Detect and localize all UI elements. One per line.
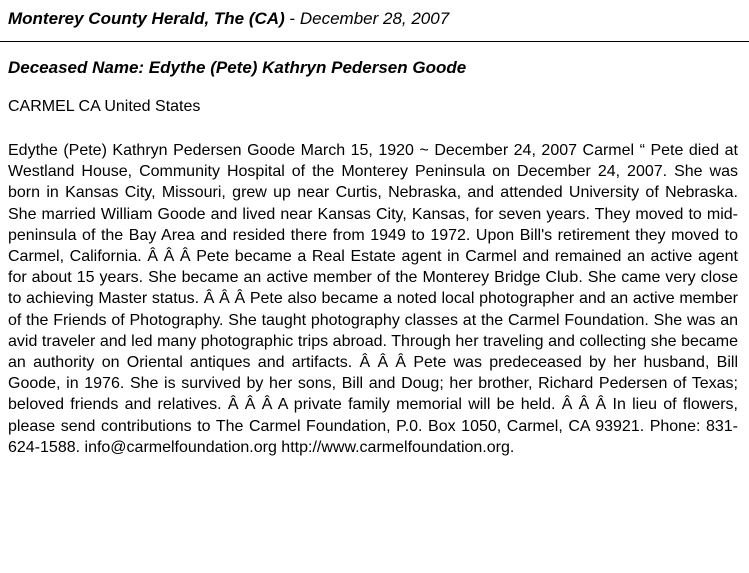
header-separator: - (284, 9, 300, 28)
deceased-location: CARMEL CA United States (8, 98, 201, 115)
deceased-name-heading: Deceased Name: Edythe (Pete) Kathryn Pedersen Goode (8, 58, 467, 77)
obituary-body: Edythe (Pete) Kathryn Pedersen Goode March 15, 1920 ~ December 24, 2007 Carmel “ Pete died at Westland House, Community Hospital of the Monterey Peninsula on December 24, 2007. She was born in Kansas City, Missouri, grew up near Curtis, Nebraska, and attended University of Nebraska. She married William Goode and lived near Kansas City, Kansas, for seven years. They moved to mid-peninsula of the Bay Area and resided there from 1949 to 1972. Upon Bill's retirement they moved to Carmel, California. Â Â Â Pete became a Real Estate agent in Carmel and remained an active agent for about 15 years. She became an active member of the Monterey Bridge Club. She came very close to achieving Master status. Â Â Â Pete also became a noted local photographer and an active member of the Friends of Photography. She taught photography classes at the Carmel Foundation. She was an avid traveler and led many photographic trips abroad. Through her traveling and collecting she became an authority on Oriental antiques and artifacts. Â Â Â Pete was predeceased by her husband, Bill Goode, in 1976. She is survived by her sons, Bill and Doug; her brother, Richard Pedersen of Texas; beloved friends and relatives. Â Â Â A private family memorial will be held. Â Â Â In lieu of flowers, please send contributions to The Carmel Foundation, P.0. Box 1050, Carmel, CA 93921. Phone: 831-624-1588. info@carmelfoundation.org http://www.carmelfoundation.org. (8, 142, 738, 456)
publication-date: December 28, 2007 (299, 9, 450, 28)
publication-header (8, 9, 449, 29)
header-divider (0, 41, 749, 42)
publication-name: Monterey County Herald, The (CA) (8, 9, 285, 28)
